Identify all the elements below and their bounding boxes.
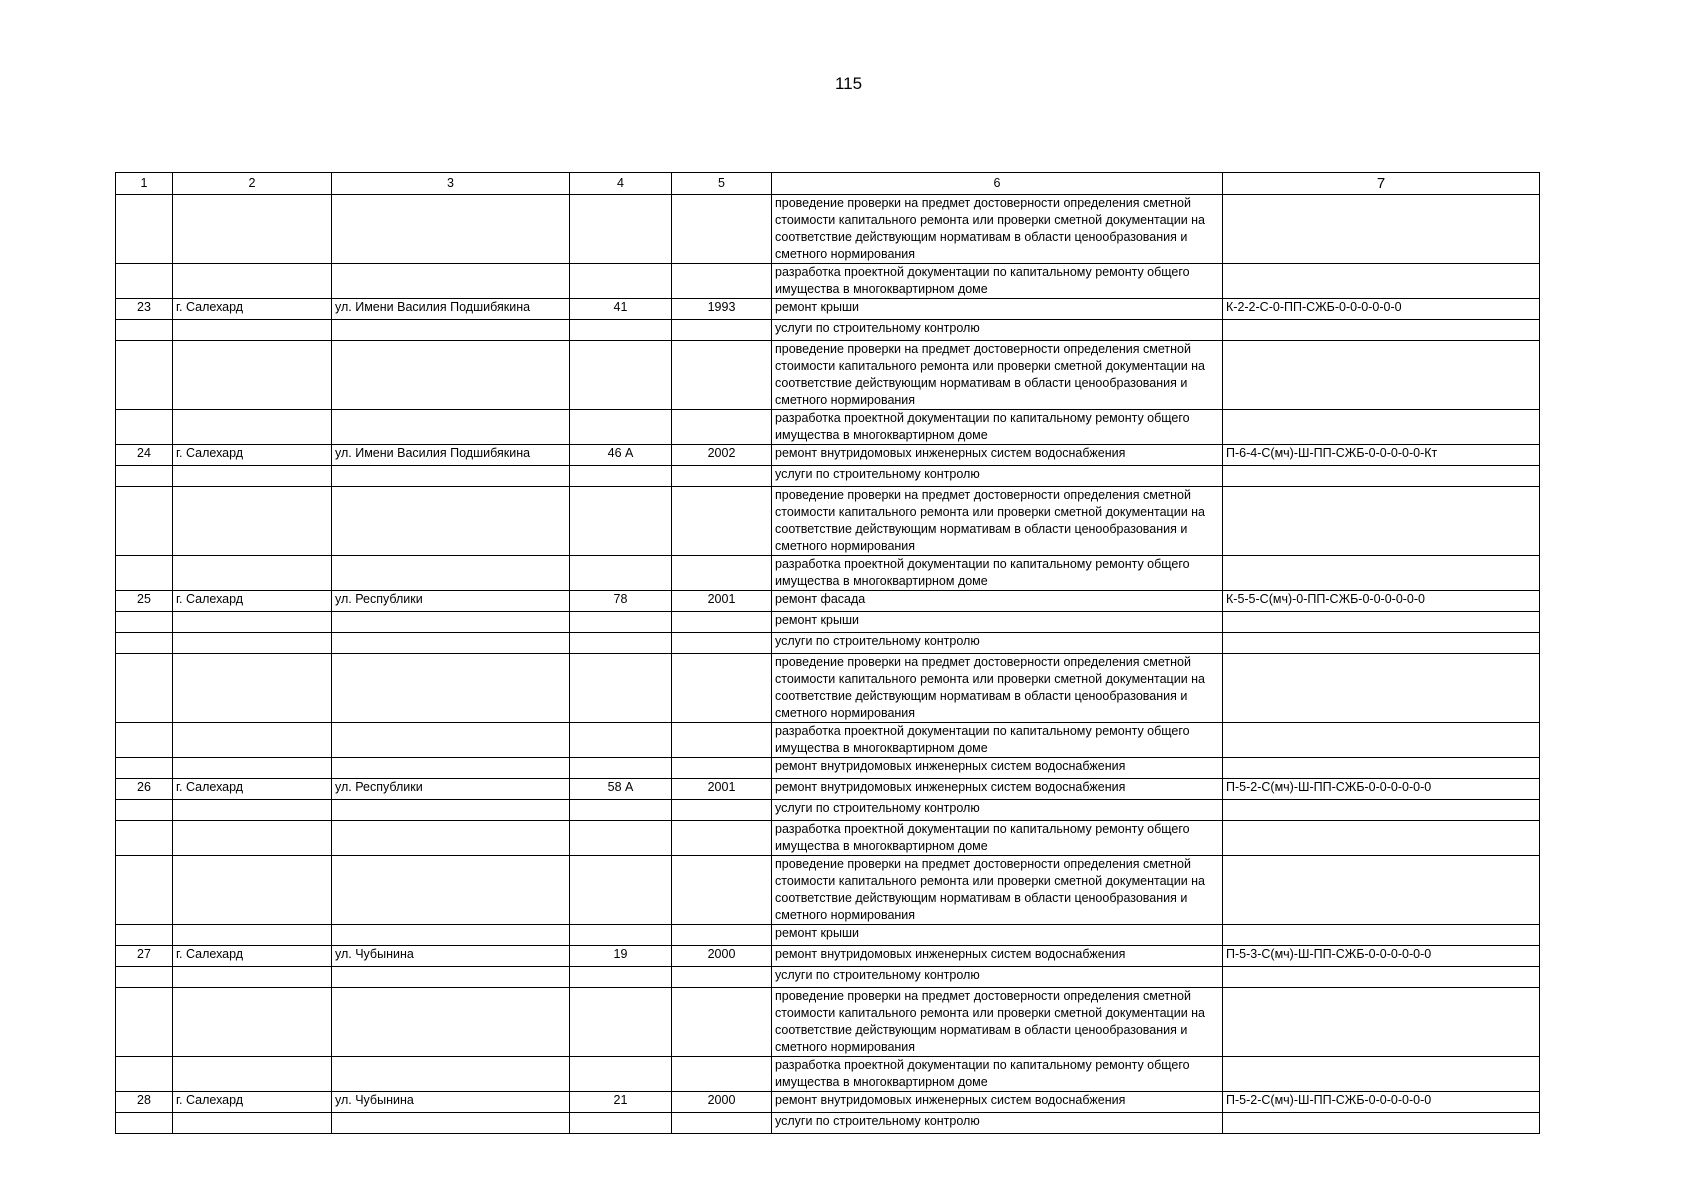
year-cell <box>672 1113 772 1134</box>
code-cell <box>1223 466 1540 487</box>
work-type-cell: услуги по строительному контролю <box>772 320 1223 341</box>
house-number-cell <box>570 264 672 299</box>
code-cell <box>1223 556 1540 591</box>
city-cell <box>173 633 332 654</box>
city-cell: г. Салехард <box>173 946 332 967</box>
table-row <box>116 591 1540 612</box>
street-cell: ул. Республики <box>332 779 570 800</box>
table-row <box>116 341 1540 410</box>
table-row <box>116 466 1540 487</box>
code-cell: П-5-2-С(мч)-Ш-ПП-СЖБ-0-0-0-0-0-0 <box>1223 1092 1540 1113</box>
table-row <box>116 556 1540 591</box>
header-row <box>116 173 1540 195</box>
table-row <box>116 925 1540 946</box>
street-cell <box>332 487 570 556</box>
street-cell: ул. Имени Василия Подшибякина <box>332 299 570 320</box>
column-header: 5 <box>672 173 772 195</box>
code-cell <box>1223 856 1540 925</box>
work-type-cell: услуги по строительному контролю <box>772 800 1223 821</box>
table-row <box>116 967 1540 988</box>
year-cell <box>672 654 772 723</box>
street-cell <box>332 856 570 925</box>
city-cell: г. Салехард <box>173 1092 332 1113</box>
work-type-cell: проведение проверки на предмет достоверности определения сметной стоимости капитального ремонта или проверки сметной документации на соответствие действующим нормативам в области ценообразования и сметного нормирования <box>772 654 1223 723</box>
work-type-cell: услуги по строительному контролю <box>772 967 1223 988</box>
street-cell <box>332 633 570 654</box>
street-cell <box>332 654 570 723</box>
row-number <box>116 758 173 779</box>
row-number <box>116 925 173 946</box>
row-number <box>116 821 173 856</box>
table-row <box>116 946 1540 967</box>
year-cell <box>672 487 772 556</box>
row-number <box>116 856 173 925</box>
code-cell <box>1223 925 1540 946</box>
city-cell <box>173 1113 332 1134</box>
house-number-cell <box>570 410 672 445</box>
house-number-cell <box>570 821 672 856</box>
work-type-cell: ремонт внутридомовых инженерных систем водоснабжения <box>772 758 1223 779</box>
row-number <box>116 800 173 821</box>
code-cell <box>1223 487 1540 556</box>
work-type-cell: ремонт внутридомовых инженерных систем водоснабжения <box>772 445 1223 466</box>
house-number-cell <box>570 341 672 410</box>
year-cell <box>672 320 772 341</box>
code-cell <box>1223 821 1540 856</box>
table-row <box>116 320 1540 341</box>
code-cell: П-6-4-С(мч)-Ш-ПП-СЖБ-0-0-0-0-0-Кт <box>1223 445 1540 466</box>
house-number-cell <box>570 1113 672 1134</box>
year-cell <box>672 723 772 758</box>
row-number <box>116 988 173 1057</box>
work-type-cell: ремонт крыши <box>772 612 1223 633</box>
city-cell <box>173 612 332 633</box>
street-cell <box>332 1057 570 1092</box>
street-cell <box>332 800 570 821</box>
city-cell <box>173 264 332 299</box>
row-number <box>116 633 173 654</box>
work-type-cell: ремонт внутридомовых инженерных систем водоснабжения <box>772 779 1223 800</box>
house-number-cell <box>570 556 672 591</box>
table-row <box>116 1113 1540 1134</box>
house-number-cell: 46 А <box>570 445 672 466</box>
city-cell <box>173 320 332 341</box>
house-number-cell <box>570 925 672 946</box>
code-cell: К-2-2-С-0-ПП-СЖБ-0-0-0-0-0-0 <box>1223 299 1540 320</box>
work-type-cell: разработка проектной документации по капитальному ремонту общего имущества в многоквартирном доме <box>772 1057 1223 1092</box>
year-cell <box>672 633 772 654</box>
table-row <box>116 758 1540 779</box>
street-cell <box>332 466 570 487</box>
year-cell: 2001 <box>672 779 772 800</box>
work-type-cell: проведение проверки на предмет достоверности определения сметной стоимости капитального ремонта или проверки сметной документации на соответствие действующим нормативам в области ценообразования и сметного нормирования <box>772 856 1223 925</box>
code-cell <box>1223 612 1540 633</box>
code-cell <box>1223 320 1540 341</box>
row-number: 26 <box>116 779 173 800</box>
work-type-cell: услуги по строительному контролю <box>772 466 1223 487</box>
work-type-cell: проведение проверки на предмет достоверности определения сметной стоимости капитального ремонта или проверки сметной документации на соответствие действующим нормативам в области ценообразования и сметного нормирования <box>772 487 1223 556</box>
code-cell <box>1223 264 1540 299</box>
code-cell <box>1223 967 1540 988</box>
row-number <box>116 410 173 445</box>
code-cell <box>1223 988 1540 1057</box>
city-cell <box>173 654 332 723</box>
table-row <box>116 487 1540 556</box>
code-cell <box>1223 1113 1540 1134</box>
street-cell <box>332 195 570 264</box>
table-body <box>116 195 1540 1134</box>
row-number <box>116 195 173 264</box>
column-header: 7 <box>1223 173 1540 195</box>
year-cell <box>672 556 772 591</box>
house-number-cell <box>570 195 672 264</box>
year-cell <box>672 410 772 445</box>
year-cell <box>672 821 772 856</box>
city-cell: г. Салехард <box>173 299 332 320</box>
work-type-cell: разработка проектной документации по капитальному ремонту общего имущества в многоквартирном доме <box>772 264 1223 299</box>
house-number-cell: 21 <box>570 1092 672 1113</box>
house-number-cell: 78 <box>570 591 672 612</box>
street-cell <box>332 821 570 856</box>
code-cell <box>1223 723 1540 758</box>
table-row <box>116 800 1540 821</box>
row-number: 23 <box>116 299 173 320</box>
code-cell: П-5-3-С(мч)-Ш-ПП-СЖБ-0-0-0-0-0-0 <box>1223 946 1540 967</box>
house-number-cell <box>570 487 672 556</box>
city-cell <box>173 487 332 556</box>
house-number-cell <box>570 967 672 988</box>
column-header: 1 <box>116 173 173 195</box>
house-number-cell <box>570 758 672 779</box>
row-number: 25 <box>116 591 173 612</box>
street-cell <box>332 410 570 445</box>
house-number-cell <box>570 723 672 758</box>
row-number <box>116 612 173 633</box>
work-type-cell: проведение проверки на предмет достоверности определения сметной стоимости капитального ремонта или проверки сметной документации на соответствие действующим нормативам в области ценообразования и сметного нормирования <box>772 341 1223 410</box>
row-number <box>116 487 173 556</box>
house-number-cell: 41 <box>570 299 672 320</box>
year-cell: 2001 <box>672 591 772 612</box>
row-number <box>116 1113 173 1134</box>
column-header: 3 <box>332 173 570 195</box>
code-cell <box>1223 1057 1540 1092</box>
house-number-cell <box>570 856 672 925</box>
table-row <box>116 195 1540 264</box>
house-number-cell <box>570 1057 672 1092</box>
work-type-cell: услуги по строительному контролю <box>772 1113 1223 1134</box>
row-number <box>116 723 173 758</box>
code-cell <box>1223 654 1540 723</box>
city-cell: г. Салехард <box>173 445 332 466</box>
year-cell: 2002 <box>672 445 772 466</box>
code-cell: П-5-2-С(мч)-Ш-ПП-СЖБ-0-0-0-0-0-0 <box>1223 779 1540 800</box>
table-row <box>116 612 1540 633</box>
city-cell <box>173 195 332 264</box>
city-cell <box>173 856 332 925</box>
city-cell <box>173 988 332 1057</box>
table-row <box>116 723 1540 758</box>
work-type-cell: разработка проектной документации по капитальному ремонту общего имущества в многоквартирном доме <box>772 821 1223 856</box>
city-cell <box>173 341 332 410</box>
row-number <box>116 466 173 487</box>
house-number-cell <box>570 320 672 341</box>
street-cell: ул. Республики <box>332 591 570 612</box>
row-number: 24 <box>116 445 173 466</box>
city-cell <box>173 800 332 821</box>
code-cell: К-5-5-С(мч)-0-ПП-СЖБ-0-0-0-0-0-0 <box>1223 591 1540 612</box>
column-header: 4 <box>570 173 672 195</box>
house-number-cell <box>570 466 672 487</box>
work-type-cell: ремонт крыши <box>772 299 1223 320</box>
table-row <box>116 988 1540 1057</box>
work-type-cell: ремонт фасада <box>772 591 1223 612</box>
year-cell: 1993 <box>672 299 772 320</box>
row-number <box>116 556 173 591</box>
city-cell: г. Салехард <box>173 591 332 612</box>
house-number-cell: 58 А <box>570 779 672 800</box>
code-cell <box>1223 341 1540 410</box>
works-table <box>115 172 1540 1134</box>
street-cell <box>332 758 570 779</box>
year-cell <box>672 612 772 633</box>
city-cell: г. Салехард <box>173 779 332 800</box>
street-cell <box>332 612 570 633</box>
street-cell <box>332 556 570 591</box>
house-number-cell <box>570 988 672 1057</box>
year-cell <box>672 988 772 1057</box>
work-type-cell: разработка проектной документации по капитальному ремонту общего имущества в многоквартирном доме <box>772 723 1223 758</box>
work-type-cell: услуги по строительному контролю <box>772 633 1223 654</box>
street-cell <box>332 264 570 299</box>
row-number: 27 <box>116 946 173 967</box>
street-cell <box>332 925 570 946</box>
work-type-cell: ремонт внутридомовых инженерных систем водоснабжения <box>772 1092 1223 1113</box>
city-cell <box>173 466 332 487</box>
work-type-cell: ремонт внутридомовых инженерных систем водоснабжения <box>772 946 1223 967</box>
house-number-cell <box>570 654 672 723</box>
column-header: 2 <box>173 173 332 195</box>
street-cell: ул. Чубынина <box>332 1092 570 1113</box>
year-cell <box>672 195 772 264</box>
code-cell <box>1223 633 1540 654</box>
street-cell: ул. Чубынина <box>332 946 570 967</box>
row-number <box>116 654 173 723</box>
year-cell <box>672 856 772 925</box>
column-header: 6 <box>772 173 1223 195</box>
table-row <box>116 654 1540 723</box>
city-cell <box>173 556 332 591</box>
street-cell <box>332 723 570 758</box>
year-cell <box>672 466 772 487</box>
table-row <box>116 264 1540 299</box>
work-type-cell: разработка проектной документации по капитальному ремонту общего имущества в многоквартирном доме <box>772 410 1223 445</box>
house-number-cell: 19 <box>570 946 672 967</box>
city-cell <box>173 925 332 946</box>
street-cell: ул. Имени Василия Подшибякина <box>332 445 570 466</box>
table-row <box>116 299 1540 320</box>
year-cell: 2000 <box>672 1092 772 1113</box>
table-row <box>116 410 1540 445</box>
code-cell <box>1223 758 1540 779</box>
house-number-cell <box>570 633 672 654</box>
street-cell <box>332 341 570 410</box>
street-cell <box>332 1113 570 1134</box>
city-cell <box>173 967 332 988</box>
table-row <box>116 856 1540 925</box>
row-number <box>116 341 173 410</box>
house-number-cell <box>570 800 672 821</box>
city-cell <box>173 821 332 856</box>
city-cell <box>173 723 332 758</box>
code-cell <box>1223 195 1540 264</box>
work-type-cell: проведение проверки на предмет достоверности определения сметной стоимости капитального ремонта или проверки сметной документации на соответствие действующим нормативам в области ценообразования и сметного нормирования <box>772 988 1223 1057</box>
row-number: 28 <box>116 1092 173 1113</box>
street-cell <box>332 988 570 1057</box>
page-number: 115 <box>834 74 863 93</box>
row-number <box>116 320 173 341</box>
work-type-cell: разработка проектной документации по капитальному ремонту общего имущества в многоквартирном доме <box>772 556 1223 591</box>
table-row <box>116 445 1540 466</box>
work-type-cell: ремонт крыши <box>772 925 1223 946</box>
table-row <box>116 1092 1540 1113</box>
street-cell <box>332 967 570 988</box>
street-cell <box>332 320 570 341</box>
row-number <box>116 967 173 988</box>
code-cell <box>1223 410 1540 445</box>
house-number-cell <box>570 612 672 633</box>
city-cell <box>173 1057 332 1092</box>
year-cell <box>672 341 772 410</box>
year-cell <box>672 800 772 821</box>
year-cell: 2000 <box>672 946 772 967</box>
table-row <box>116 821 1540 856</box>
year-cell <box>672 1057 772 1092</box>
work-type-cell: проведение проверки на предмет достоверности определения сметной стоимости капитального ремонта или проверки сметной документации на соответствие действующим нормативам в области ценообразования и сметного нормирования <box>772 195 1223 264</box>
city-cell <box>173 410 332 445</box>
row-number <box>116 264 173 299</box>
row-number <box>116 1057 173 1092</box>
code-cell <box>1223 800 1540 821</box>
table-row <box>116 633 1540 654</box>
year-cell <box>672 758 772 779</box>
year-cell <box>672 925 772 946</box>
year-cell <box>672 967 772 988</box>
year-cell <box>672 264 772 299</box>
table-row <box>116 1057 1540 1092</box>
city-cell <box>173 758 332 779</box>
table-row <box>116 779 1540 800</box>
